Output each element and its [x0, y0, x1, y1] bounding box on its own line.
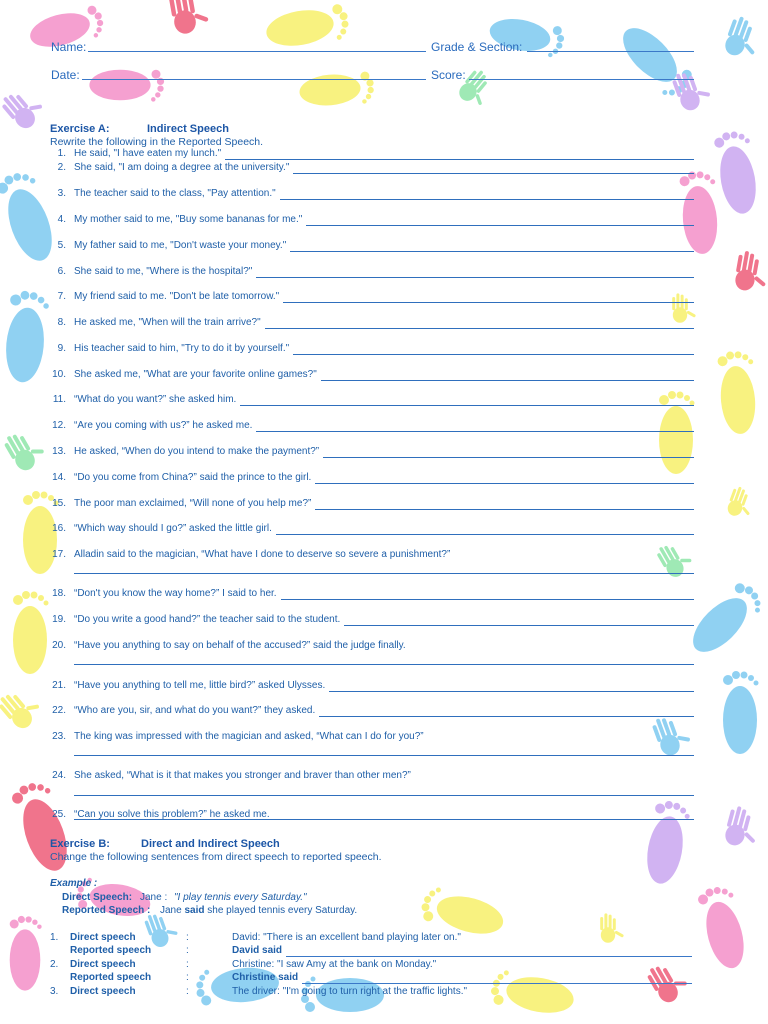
exercise-a-item [50, 446, 694, 462]
item-sentence: “Have you anything to tell me, little bird?” asked Ulysses. [74, 680, 326, 691]
direct-speech-label: Direct speech [70, 986, 136, 997]
item-number: 1. [57, 148, 66, 159]
item-sentence: “Don't you know the way home?” I said to her. [74, 588, 277, 599]
exercise-a-item [50, 420, 694, 436]
item-number: 7. [57, 291, 66, 302]
item-number: 10. [52, 369, 66, 380]
item-number: 16. [52, 523, 66, 534]
grade-section-field[interactable] [527, 51, 694, 52]
item-sentence: My friend said to me. "Don't be late tomorrow." [74, 291, 280, 302]
item-number: 9. [57, 343, 66, 354]
item-number: 20. [52, 640, 66, 651]
answer-line[interactable] [329, 691, 694, 692]
item-sentence: His teacher said to him, "Try to do it by yourself." [74, 343, 290, 354]
direct-speech-text: David: "There is an excellent band playing later on." [232, 932, 461, 943]
item-sentence: She said, "I am doing a degree at the university." [74, 162, 290, 173]
exercise-a-item [50, 588, 694, 604]
answer-line[interactable] [315, 483, 694, 484]
answer-line[interactable] [74, 573, 694, 574]
answer-line[interactable] [283, 302, 694, 303]
exercise-a-item [50, 188, 694, 204]
item-number: 2. [57, 162, 66, 173]
example-label: Example : [50, 878, 98, 889]
item-number: 8. [57, 317, 66, 328]
direct-speech-label: Direct speech [70, 959, 136, 970]
item-number: 22. [52, 705, 66, 716]
item-number: 24. [52, 770, 66, 781]
exercise-b-instruction: Change the following sentences from direct speech to reported speech. [50, 851, 382, 863]
exercise-a-item [50, 549, 694, 565]
item-sentence: He said, "I have eaten my lunch." [74, 148, 222, 159]
item-sentence: “Who are you, sir, and what do you want?” they asked. [74, 705, 316, 716]
answer-line[interactable] [323, 457, 694, 458]
item-number: 11. [52, 394, 66, 405]
item-sentence: The poor man exclaimed, “Will none of you help me?” [74, 498, 312, 509]
answer-line[interactable] [286, 956, 692, 957]
item-sentence: She said to me, "Where is the hospital?" [74, 266, 253, 277]
item-number: 25. [52, 809, 66, 820]
item-number: 5. [57, 240, 66, 251]
item-sentence: “Do you come from China?” said the prince to the girl. [74, 472, 312, 483]
exercise-a-item [50, 266, 694, 282]
answer-line[interactable] [74, 819, 694, 820]
exercise-a-label: Exercise A: [50, 123, 110, 135]
name-label: Name: [51, 40, 87, 54]
reported-speech-start: Christine said [232, 972, 299, 983]
item-sentence: She asked me, "What are your favorite online games?" [74, 369, 317, 380]
item-number: 19. [52, 614, 66, 625]
answer-line[interactable] [315, 509, 694, 510]
exercise-a-item [50, 240, 694, 256]
item-number: 18. [52, 588, 66, 599]
item-sentence: Alladin said to the magician, “What have I done to deserve so severe a punishment?” [74, 549, 451, 560]
colon-separator: : [186, 972, 189, 983]
date-field[interactable] [82, 79, 426, 80]
item-sentence: “Do you write a good hand?” the teacher said to the student. [74, 614, 341, 625]
answer-line[interactable] [280, 199, 694, 200]
answer-line[interactable] [344, 625, 694, 626]
item-number: 1. [50, 932, 59, 943]
name-field[interactable] [88, 51, 426, 52]
answer-line[interactable] [225, 159, 694, 160]
item-sentence: “What do you want?” she asked him. [74, 394, 237, 405]
answer-line[interactable] [256, 431, 694, 432]
colon-separator: : [186, 932, 189, 943]
answer-line[interactable] [290, 251, 694, 252]
item-number: 15. [52, 498, 66, 509]
item-number: 17. [52, 549, 66, 560]
example-direct-speaker: Jane : [140, 892, 168, 903]
colon-separator: : [186, 945, 189, 956]
colon-separator: : [186, 959, 189, 970]
exercise-a-instruction: Rewrite the following in the Reported Speech. [50, 136, 264, 148]
item-sentence: “Which way should I go?” asked the little girl. [74, 523, 272, 534]
score-label: Score: [431, 68, 466, 82]
colon-separator: : [186, 986, 189, 997]
item-number: 12. [52, 420, 66, 431]
answer-line[interactable] [74, 755, 694, 756]
item-number: 21. [52, 680, 66, 691]
exercise-a-item [50, 498, 694, 514]
exercise-a-item [50, 770, 694, 786]
item-number: 6. [57, 266, 66, 277]
answer-line[interactable] [321, 380, 694, 381]
answer-line[interactable] [276, 534, 694, 535]
direct-speech-text: Christine: "I saw Amy at the bank on Monday." [232, 959, 437, 970]
item-sentence: The king was impressed with the magician and asked, “What can I do for you?” [74, 731, 424, 742]
example-direct-text: "I play tennis every Saturday." [174, 892, 307, 903]
item-sentence: My father said to me, "Don't waste your money." [74, 240, 287, 251]
example-reported-sentence: Jane said she played tennis every Saturday. [160, 905, 358, 916]
answer-line[interactable] [256, 277, 694, 278]
exercise-a-item [50, 343, 694, 359]
item-number: 23. [52, 731, 66, 742]
item-number: 14. [52, 472, 66, 483]
score-field[interactable] [469, 79, 694, 80]
answer-line[interactable] [240, 405, 694, 406]
item-number: 4. [57, 214, 66, 225]
item-number: 3. [50, 986, 59, 997]
item-sentence: He asked me, "When will the train arrive?" [74, 317, 261, 328]
direct-speech-label: Direct speech [70, 932, 136, 943]
answer-line[interactable] [74, 664, 694, 665]
item-sentence: The teacher said to the class, "Pay attention." [74, 188, 276, 199]
answer-line[interactable] [319, 716, 694, 717]
example-reported-label: Reported Speech : [62, 905, 151, 916]
exercise-a-item [50, 705, 694, 721]
grade-section-label: Grade & Section: [431, 40, 523, 54]
exercise-b-label: Exercise B: [50, 838, 110, 850]
item-sentence: “Are you coming with us?” he asked me. [74, 420, 253, 431]
item-number: 3. [57, 188, 66, 199]
reported-speech-start: David said [232, 945, 283, 956]
answer-line[interactable] [293, 354, 694, 355]
item-sentence: He asked, “When do you intend to make the payment?” [74, 446, 320, 457]
item-sentence: My mother said to me, "Buy some bananas for me." [74, 214, 303, 225]
exercise-a-item [50, 317, 694, 333]
item-sentence: “Can you solve this problem?” he asked me. [74, 809, 270, 820]
example-direct-label: Direct Speech: [62, 892, 133, 903]
exercise-a-item [50, 809, 694, 825]
exercise-a-title: Indirect Speech [147, 123, 229, 135]
exercise-a-item [50, 731, 694, 747]
exercise-a-item [50, 291, 694, 307]
direct-speech-text: The driver: "I'm going to turn right at the traffic lights." [232, 986, 468, 997]
item-sentence: She asked, “What is it that makes you stronger and braver than other men?” [74, 770, 411, 781]
answer-line[interactable] [293, 173, 694, 174]
reported-speech-label: Reported speech [70, 972, 152, 983]
exercise-a-item [50, 214, 694, 230]
exercise-a-item [50, 680, 694, 696]
item-sentence: “Have you anything to say on behalf of the accused?” said the judge finally. [74, 640, 406, 651]
answer-line[interactable] [302, 983, 692, 984]
exercise-a-item [50, 394, 694, 410]
date-label: Date: [51, 68, 80, 82]
exercise-a-item [50, 523, 694, 539]
exercise-a-item [50, 472, 694, 488]
item-number: 13. [52, 446, 66, 457]
answer-line[interactable] [306, 225, 694, 226]
exercise-a-item [50, 162, 694, 178]
answer-line[interactable] [281, 599, 694, 600]
exercise-b-title: Direct and Indirect Speech [141, 838, 280, 850]
item-number: 2. [50, 959, 59, 970]
exercise-a-item [50, 369, 694, 385]
exercise-a-item [50, 614, 694, 630]
answer-line[interactable] [265, 328, 694, 329]
answer-line[interactable] [74, 795, 694, 796]
exercise-a-item [50, 640, 694, 656]
reported-speech-label: Reported speech [70, 945, 152, 956]
